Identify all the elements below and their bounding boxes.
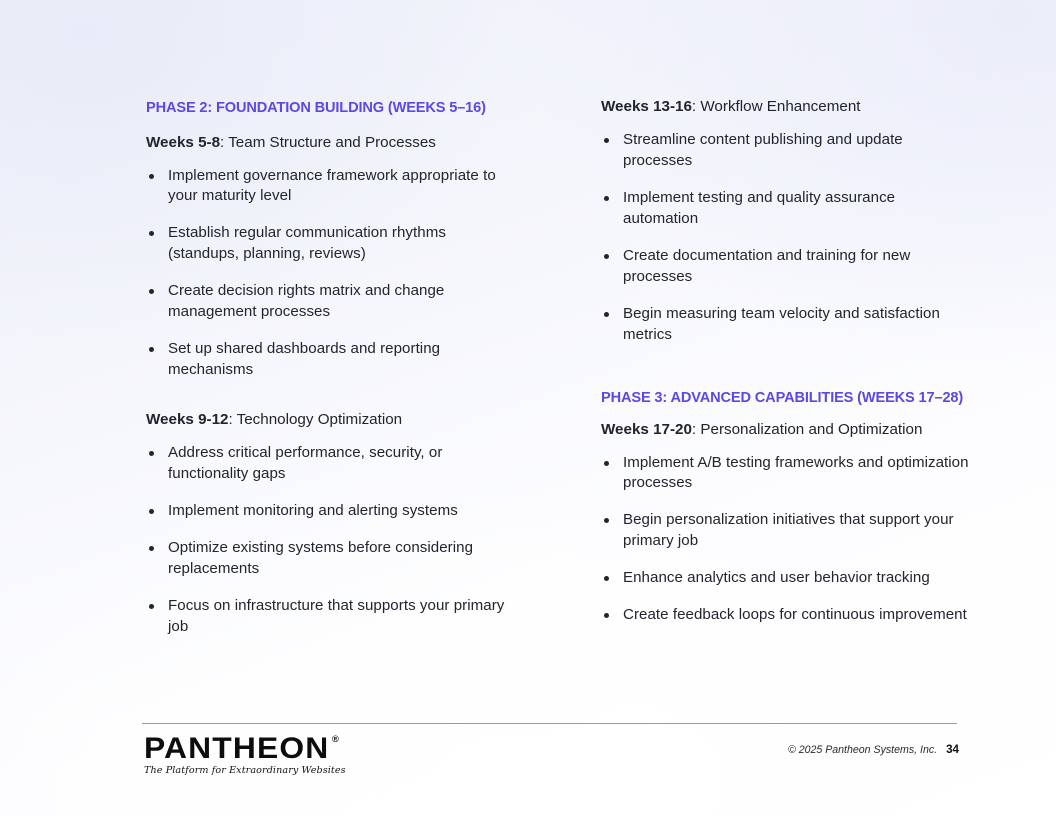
list-item (601, 510, 973, 552)
footer-meta (788, 744, 959, 756)
bullet-dot-icon (149, 174, 154, 179)
list-item (146, 538, 518, 580)
bullet-text: Implement monitoring and alerting systems (168, 501, 458, 519)
phase-2-block (146, 100, 518, 381)
bullet-text: Create feedback loops for continuous improvement (623, 606, 967, 624)
bullet-dot-icon (149, 289, 154, 294)
weeks-13-16-block (601, 97, 973, 346)
footer-divider (142, 723, 957, 724)
pantheon-logo (144, 734, 384, 776)
list-item (601, 304, 973, 346)
weeks-13-16-label: Weeks 13-16 (601, 98, 692, 115)
list-item (146, 339, 518, 381)
pantheon-wordmark-icon (144, 732, 339, 765)
bullet-text: Establish regular communication rhythms (standups, planning, reviews) (168, 224, 446, 263)
bullet-dot-icon (604, 196, 609, 201)
bullet-dot-icon (604, 518, 609, 523)
phase-3-heading: PHASE 3: ADVANCED CAPABILITIES (WEEKS 17–28) (601, 390, 964, 406)
weeks-17-20-bullet-list (601, 453, 973, 627)
bullet-dot-icon (604, 138, 609, 143)
list-item (146, 596, 518, 638)
bullet-text: Create decision rights matrix and change management processes (168, 282, 445, 321)
weeks-5-8-label: Weeks 5-8 (146, 133, 221, 151)
bullet-dot-icon (149, 546, 154, 551)
list-item (601, 568, 973, 589)
weeks-9-12-subheading (146, 410, 518, 429)
list-item (601, 246, 973, 288)
bullet-text: Focus on infrastructure that supports your primary job (168, 596, 505, 635)
weeks-17-20-separator: : (691, 420, 701, 438)
bullet-dot-icon (149, 451, 154, 456)
phase-2-heading: PHASE 2: FOUNDATION BUILDING (WEEKS 5–16) (146, 100, 486, 116)
bullet-text: Enhance analytics and user behavior tracking (623, 569, 930, 587)
weeks-9-12-bullet-list (146, 443, 518, 638)
bullet-dot-icon (149, 509, 154, 514)
list-item (146, 443, 518, 485)
bullet-dot-icon (604, 312, 609, 317)
list-item (601, 605, 973, 626)
list-item (601, 130, 973, 172)
weeks-13-16-subheading (601, 97, 973, 116)
weeks-9-12-title: Technology Optimization (236, 411, 403, 428)
weeks-9-12-label: Weeks 9-12 (146, 411, 229, 428)
bullet-dot-icon (149, 231, 154, 236)
pantheon-wordmark-text: PANTHEON (144, 732, 330, 765)
weeks-13-16-title: Workflow Enhancement (700, 98, 861, 115)
bullet-text: Begin measuring team velocity and satisfaction metrics (623, 304, 940, 343)
weeks-5-8-bullet-list (146, 166, 518, 382)
bullet-text: Implement governance framework appropriate to your maturity level (168, 166, 496, 205)
bullet-text: Optimize existing systems before considering replacements (168, 538, 474, 577)
list-item (146, 501, 518, 522)
weeks-13-16-bullet-list (601, 130, 973, 346)
bullet-dot-icon (604, 461, 609, 466)
bullet-text: Set up shared dashboards and reporting mechanisms (168, 340, 441, 379)
list-item (601, 188, 973, 230)
bullet-text: Begin personalization initiatives that support your primary job (623, 511, 954, 550)
bullet-text: Implement A/B testing frameworks and optimization processes (623, 453, 969, 492)
phase-3-block (601, 390, 981, 626)
bullet-dot-icon (149, 604, 154, 609)
bullet-dot-icon (604, 576, 609, 581)
registered-trademark-icon: ® (331, 734, 339, 744)
weeks-5-8-title: Team Structure and Processes (228, 133, 436, 151)
weeks-5-8-separator: : (220, 133, 229, 151)
list-item (601, 453, 973, 495)
bullet-text: Create documentation and training for new processes (623, 246, 911, 285)
copyright-text: © 2025 Pantheon Systems, Inc. (787, 744, 938, 756)
weeks-17-20-label: Weeks 17-20 (601, 420, 692, 438)
weeks-17-20-title: Personalization and Optimization (700, 420, 923, 438)
bullet-dot-icon (604, 254, 609, 259)
list-item (146, 223, 518, 265)
page-number: 34 (946, 743, 959, 756)
weeks-9-12-separator: : (228, 411, 237, 428)
weeks-13-16-separator: : (691, 98, 701, 115)
bullet-text: Streamline content publishing and update processes (623, 131, 903, 169)
bullet-dot-icon (149, 347, 154, 352)
weeks-17-20-subheading (601, 420, 981, 439)
bullet-text: Address critical performance, security, or functionality gaps (168, 444, 443, 482)
list-item (146, 166, 518, 208)
bullet-text: Implement testing and quality assurance automation (623, 188, 896, 227)
pantheon-tagline: The Platform for Extraordinary Websites (144, 765, 346, 776)
weeks-9-12-block (146, 410, 518, 638)
list-item (146, 281, 518, 323)
weeks-5-8-subheading (146, 133, 518, 152)
bullet-dot-icon (604, 613, 609, 618)
